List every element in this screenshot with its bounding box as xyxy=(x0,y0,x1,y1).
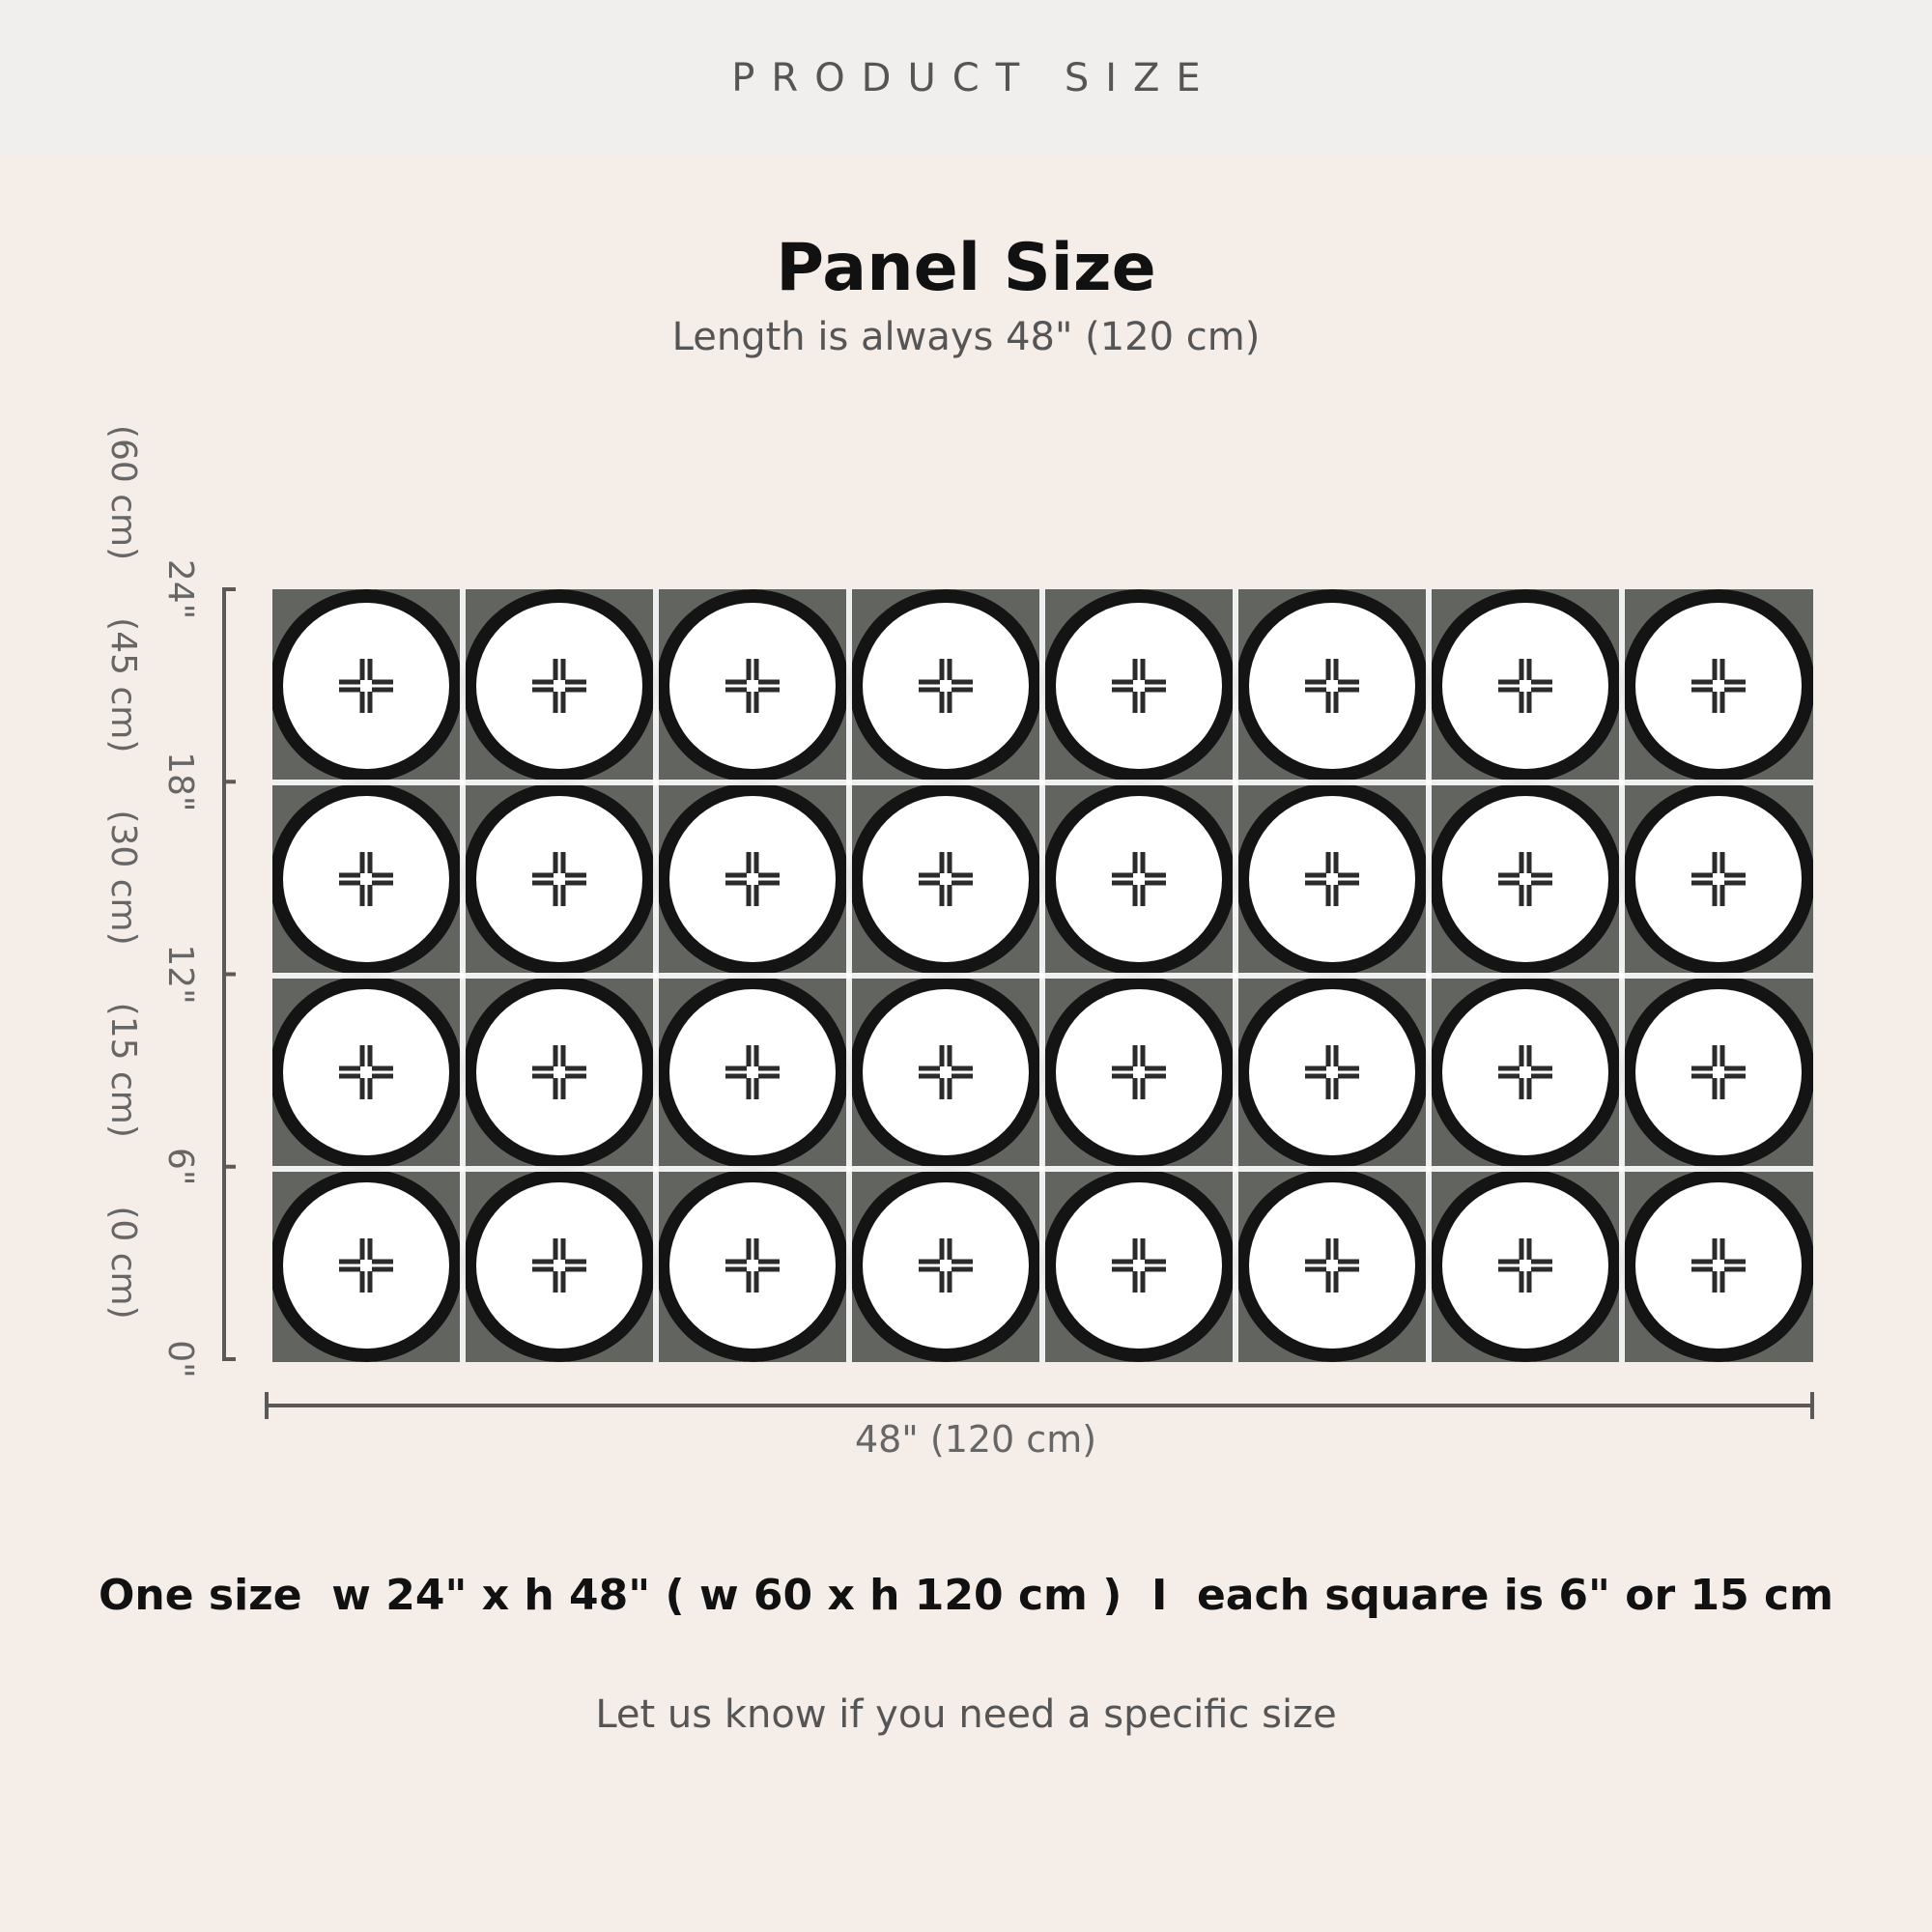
circle-ring xyxy=(1622,396,1815,589)
circle-face xyxy=(1442,989,1608,1155)
cross-icon xyxy=(1885,1432,1932,1486)
circle-ring xyxy=(76,1362,270,1555)
diamond-shape xyxy=(1139,299,1332,493)
circle-face xyxy=(476,796,642,962)
diamond-shape xyxy=(559,1459,753,1652)
diamond-shape xyxy=(366,299,559,493)
vertical-tick-inch-label: 0" xyxy=(160,1340,200,1378)
size-info-line: One size w 24" x h 48" ( w 60 x h 120 cm ) I each square is 6" or 15 cm xyxy=(99,1571,1833,1620)
circle-face xyxy=(1635,796,1802,962)
cross-icon xyxy=(532,466,586,520)
circle-face xyxy=(1829,796,1932,962)
circle-face xyxy=(476,1182,642,1349)
circle-face xyxy=(1442,1376,1608,1542)
panel-subtitle: Length is always 48" (120 cm) xyxy=(671,315,1261,359)
custom-size-note: Let us know if you need a specific size xyxy=(595,1692,1337,1737)
circle-ring xyxy=(1815,1362,1932,1555)
circle-face xyxy=(1829,1182,1932,1349)
circle-face xyxy=(1829,410,1932,576)
circle-ring xyxy=(1622,1362,1815,1555)
circle-face xyxy=(1442,410,1608,576)
cross-icon xyxy=(725,466,780,520)
circle-ring xyxy=(270,1362,463,1555)
circle-ring xyxy=(1815,589,1932,782)
circle-face xyxy=(1635,1182,1802,1349)
circle-face xyxy=(1829,1376,1932,1542)
vertical-tick-inch-label: 6" xyxy=(160,1148,200,1186)
diamond-shape xyxy=(0,493,173,686)
circle-face xyxy=(1056,989,1222,1155)
cross-icon xyxy=(1691,466,1746,520)
circle-face xyxy=(669,1376,836,1542)
circle-face xyxy=(1635,603,1802,769)
diamond-shape xyxy=(1912,1459,1932,1652)
circle-face xyxy=(1249,796,1415,962)
circle-face xyxy=(283,1376,449,1542)
circle-face xyxy=(476,1376,642,1542)
circle-face xyxy=(283,1182,449,1349)
circle-ring xyxy=(463,396,656,589)
vertical-tick-cm-label: (15 cm) xyxy=(103,1002,143,1138)
circle-face xyxy=(863,989,1029,1155)
circle-face xyxy=(1829,603,1932,769)
circle-ring xyxy=(656,1362,849,1555)
circle-face xyxy=(1829,989,1932,1155)
circle-face xyxy=(863,603,1029,769)
vertical-tick-cm-label: (0 cm) xyxy=(103,1206,143,1320)
circle-face xyxy=(283,796,449,962)
diamond-shape xyxy=(559,299,753,493)
cross-icon xyxy=(1885,1238,1932,1293)
diamond-shape xyxy=(366,1459,559,1652)
circle-ring xyxy=(1236,1362,1429,1555)
circle-face xyxy=(476,603,642,769)
diamond-shape xyxy=(1912,493,1932,686)
circle-ring xyxy=(1042,396,1236,589)
horizontal-length-label: 48" (120 cm) xyxy=(854,1418,1097,1461)
panel-title: Panel Size xyxy=(776,230,1156,306)
cross-icon xyxy=(1305,466,1359,520)
cross-icon xyxy=(146,659,200,713)
diamond-shape xyxy=(0,299,173,493)
horizontal-scale xyxy=(267,1392,1812,1461)
circle-face xyxy=(669,603,836,769)
vertical-scale xyxy=(103,425,236,1378)
cross-icon xyxy=(146,852,200,906)
cross-icon xyxy=(1885,466,1932,520)
cross-icon xyxy=(146,1238,200,1293)
circle-face xyxy=(90,1376,256,1542)
circle-ring xyxy=(270,396,463,589)
circle-face xyxy=(476,989,642,1155)
diamond-shape xyxy=(1912,1072,1932,1265)
cross-icon xyxy=(532,1432,586,1486)
vertical-tick-cm-label: (30 cm) xyxy=(103,810,143,946)
cross-icon xyxy=(1885,852,1932,906)
cross-icon xyxy=(725,1432,780,1486)
diamond-shape xyxy=(1719,299,1912,493)
diamond-shape xyxy=(946,1459,1139,1652)
cross-icon xyxy=(146,1045,200,1099)
cross-icon xyxy=(1112,1432,1166,1486)
circle-face xyxy=(1249,410,1415,576)
circle-ring xyxy=(1815,782,1932,976)
circle-face xyxy=(1056,603,1222,769)
diamond-shape xyxy=(0,1072,173,1265)
circle-face xyxy=(1442,796,1608,962)
diamond-shape xyxy=(1332,299,1525,493)
circle-ring xyxy=(1429,396,1622,589)
circle-face xyxy=(1635,989,1802,1155)
diamond-shape xyxy=(173,1459,366,1652)
diamond-shape xyxy=(753,299,946,493)
circle-ring xyxy=(463,1362,656,1555)
circle-face xyxy=(283,603,449,769)
diamond-shape xyxy=(1912,686,1932,879)
circle-ring xyxy=(1236,396,1429,589)
circle-face xyxy=(283,989,449,1155)
circle-face xyxy=(669,1182,836,1349)
circle-ring xyxy=(656,396,849,589)
diamond-shape xyxy=(0,879,173,1072)
circle-ring xyxy=(849,396,1042,589)
cross-icon xyxy=(1498,466,1552,520)
circle-face xyxy=(476,410,642,576)
diamond-shape xyxy=(1525,299,1719,493)
circle-face xyxy=(1056,410,1222,576)
circle-ring xyxy=(1815,976,1932,1169)
cross-icon xyxy=(1691,1432,1746,1486)
circle-face xyxy=(863,1182,1029,1349)
diamond-shape xyxy=(173,299,366,493)
vertical-tick-inch-label: 12" xyxy=(160,944,200,1005)
circle-face xyxy=(669,410,836,576)
cross-icon xyxy=(146,1432,200,1486)
header-title: PRODUCT SIZE xyxy=(731,56,1217,100)
circle-face xyxy=(1635,1376,1802,1542)
cross-icon xyxy=(1498,1432,1552,1486)
circle-face xyxy=(1249,1376,1415,1542)
circle-face xyxy=(1249,989,1415,1155)
vertical-tick-inch-label: 24" xyxy=(160,558,200,620)
cross-icon xyxy=(919,466,973,520)
cross-icon xyxy=(339,1432,393,1486)
circle-face xyxy=(669,796,836,962)
diamond-shape xyxy=(0,686,173,879)
grid-line xyxy=(272,1166,1813,1172)
vertical-tick-inch-label: 18" xyxy=(160,752,200,812)
cross-icon xyxy=(339,466,393,520)
circle-face xyxy=(669,989,836,1155)
circle-ring xyxy=(1429,1362,1622,1555)
diamond-shape xyxy=(1912,1265,1932,1459)
circle-face xyxy=(1635,410,1802,576)
cross-icon xyxy=(1885,659,1932,713)
cross-icon xyxy=(1112,466,1166,520)
circle-face xyxy=(1249,1182,1415,1349)
vertical-tick-cm-label: (60 cm) xyxy=(103,424,143,561)
cross-icon xyxy=(146,466,200,520)
diamond-shape xyxy=(0,1459,173,1652)
cross-icon xyxy=(1885,1045,1932,1099)
circle-face xyxy=(1056,1182,1222,1349)
diamond-shape xyxy=(1912,879,1932,1072)
grid-line xyxy=(272,780,1813,785)
diamond-shape xyxy=(1719,1459,1912,1652)
diamond-shape xyxy=(1139,1459,1332,1652)
circle-face xyxy=(1249,603,1415,769)
grid-line xyxy=(272,973,1813,979)
circle-face xyxy=(863,796,1029,962)
circle-ring xyxy=(1815,396,1932,589)
diamond-shape xyxy=(1912,299,1932,493)
circle-ring xyxy=(1815,1169,1932,1362)
vertical-tick-cm-label: (45 cm) xyxy=(103,617,143,753)
circle-face xyxy=(283,410,449,576)
cross-icon xyxy=(1305,1432,1359,1486)
diamond-shape xyxy=(1525,1459,1719,1652)
diamond-shape xyxy=(946,299,1139,493)
circle-face xyxy=(1442,603,1608,769)
diamond-shape xyxy=(1332,1459,1525,1652)
circle-face xyxy=(863,410,1029,576)
circle-face xyxy=(1442,1182,1608,1349)
circle-face xyxy=(1056,796,1222,962)
diamond-shape xyxy=(753,1459,946,1652)
diamond-shape xyxy=(0,1265,173,1459)
